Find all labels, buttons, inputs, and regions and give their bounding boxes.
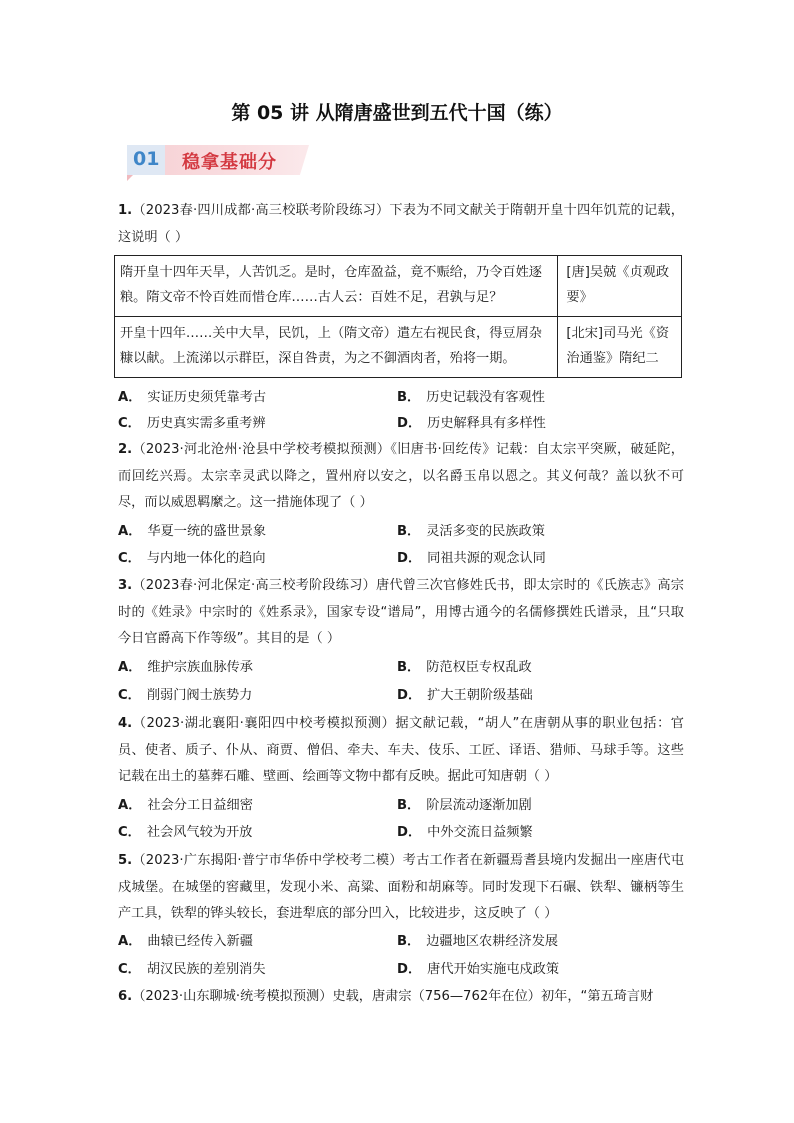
question-5-stem — [118, 848, 684, 928]
option-b[interactable]: B． 边疆地区农耕经济发展 — [397, 934, 559, 949]
question-text: （2023·山东聊城·统考模拟预测）史载，唐肃宗（756—762年在位）初年，“第五琦言财 — [132, 989, 654, 1004]
options-row — [118, 519, 684, 545]
question-1-stem — [118, 198, 684, 251]
question-number: 1. — [118, 203, 133, 218]
table-cell-source: [北宋]司马光《资治通鉴》隋纪二 — [558, 317, 682, 378]
option-a[interactable]: A． 维护宗族血脉传承 — [118, 660, 253, 675]
page-title: 第 05 讲 从隋唐盛世到五代十国（练） — [231, 102, 563, 124]
section-banner-tail — [127, 175, 133, 181]
source-table — [114, 255, 682, 378]
options-row — [118, 683, 684, 709]
question-number: 3. — [118, 578, 133, 593]
option-b[interactable]: B． 历史记载没有客观性 — [397, 390, 545, 405]
option-d[interactable]: D． 扩大王朝阶级基础 — [397, 688, 533, 703]
table-cell-source: [唐]吴兢《贞观政要》 — [558, 256, 682, 317]
option-a[interactable]: A． 实证历史须凭靠考古 — [118, 390, 267, 405]
option-a[interactable]: A． 华夏一统的盛世景象 — [118, 524, 267, 539]
question-number: 2. — [118, 442, 133, 457]
option-d[interactable]: D． 历史解释具有多样性 — [397, 416, 546, 431]
question-text: （2023春·四川成都·高三校联考阶段练习）下表为不同文献关于隋朝开皇十四年饥荒的记载，这说明（ ） — [118, 203, 684, 245]
option-d[interactable]: D． 同祖共源的观念认同 — [397, 551, 546, 566]
section-number: 01 — [133, 148, 160, 170]
option-d[interactable]: D． 中外交流日益频繁 — [397, 825, 533, 840]
table-cell-text: 开皇十四年……关中大旱，民饥，上（隋文帝）遣左右视民食，得豆屑杂糠以献。上流涕以示群臣，深自咎责，为之不御酒肉者，殆将一期。 — [115, 317, 558, 378]
table-row — [115, 256, 682, 317]
question-number: 4. — [118, 716, 133, 731]
options-row — [118, 957, 684, 983]
section-label: 稳拿基础分 — [182, 152, 277, 173]
question-number: 5. — [118, 853, 133, 868]
option-b[interactable]: B． 防范权臣专权乱政 — [397, 660, 532, 675]
options-row — [118, 929, 684, 955]
option-b[interactable]: B． 灵活多变的民族政策 — [397, 524, 545, 539]
option-c[interactable]: C． 历史真实需多重考辨 — [118, 416, 266, 431]
table-cell-text: 隋开皇十四年天旱，人苦饥乏。是时，仓库盈益，竟不赈给，乃令百姓逐粮。隋文帝不怜百姓而惜仓库……古人云：百姓不足，君孰与足？ — [115, 256, 558, 317]
table-row — [115, 317, 682, 378]
options-row — [118, 546, 684, 572]
question-text: （2023·河北沧州·沧县中学校考模拟预测）《旧唐书·回纥传》记载：自太宗平突厥，破延陀，而回纥兴焉。太宗幸灵武以降之，置州府以安之，以名爵玉帛以恩之。其义何哉？盖以狄不可尽，而以威恩羁縻之。这一措施体现了（ ） — [118, 442, 684, 510]
option-a[interactable]: A． 社会分工日益细密 — [118, 798, 253, 813]
options-row — [118, 385, 684, 411]
question-4-stem — [118, 711, 684, 791]
option-b[interactable]: B． 阶层流动逐渐加剧 — [397, 798, 532, 813]
question-text: （2023春·河北保定·高三校考阶段练习）唐代曾三次官修姓氏书，即太宗时的《氏族志》高宗时的《姓录》中宗时的《姓系录》，国家专设“谱局”，用博古通今的名儒修撰姓氏谱录，且“只取今日官爵高下作等级”。其目的是（ ） — [118, 578, 684, 646]
option-c[interactable]: C． 胡汉民族的差别消失 — [118, 962, 266, 977]
option-a[interactable]: A． 曲辕已经传入新疆 — [118, 934, 253, 949]
options-row — [118, 793, 684, 819]
option-c[interactable]: C． 削弱门阀士族势力 — [118, 688, 253, 703]
option-c[interactable]: C． 与内地一体化的趋向 — [118, 551, 266, 566]
question-2-stem — [118, 437, 684, 517]
question-text: （2023·湖北襄阳·襄阳四中校考模拟预测）据文献记载，“胡人”在唐朝从事的职业包括：官员、使者、质子、仆从、商贾、僧侣、牵夫、车夫、伎乐、工匠、译语、猎师、马球手等。这些记载在出土的墓葬石雕、壁画、绘画等文物中都有反映。据此可知唐朝（ ） — [118, 716, 684, 784]
option-c[interactable]: C． 社会风气较为开放 — [118, 825, 253, 840]
question-text: （2023·广东揭阳·普宁市华侨中学校考二模）考古工作者在新疆焉耆县境内发掘出一座唐代屯戍城堡。在城堡的窖藏里，发现小米、高粱、面粉和胡麻等。同时发现下石碾、铁犁、镰柄等生产工具，铁犁的铧头较长，套进犁底的部分凹入，比较进步，这反映了（ ） — [118, 853, 684, 921]
option-d[interactable]: D． 唐代开始实施屯戍政策 — [397, 962, 560, 977]
options-row — [118, 655, 684, 681]
question-6-stem — [118, 984, 684, 1011]
options-row — [118, 411, 684, 437]
section-banner — [127, 145, 309, 179]
question-3-stem — [118, 573, 684, 653]
question-number: 6. — [118, 989, 133, 1004]
options-row — [118, 820, 684, 846]
